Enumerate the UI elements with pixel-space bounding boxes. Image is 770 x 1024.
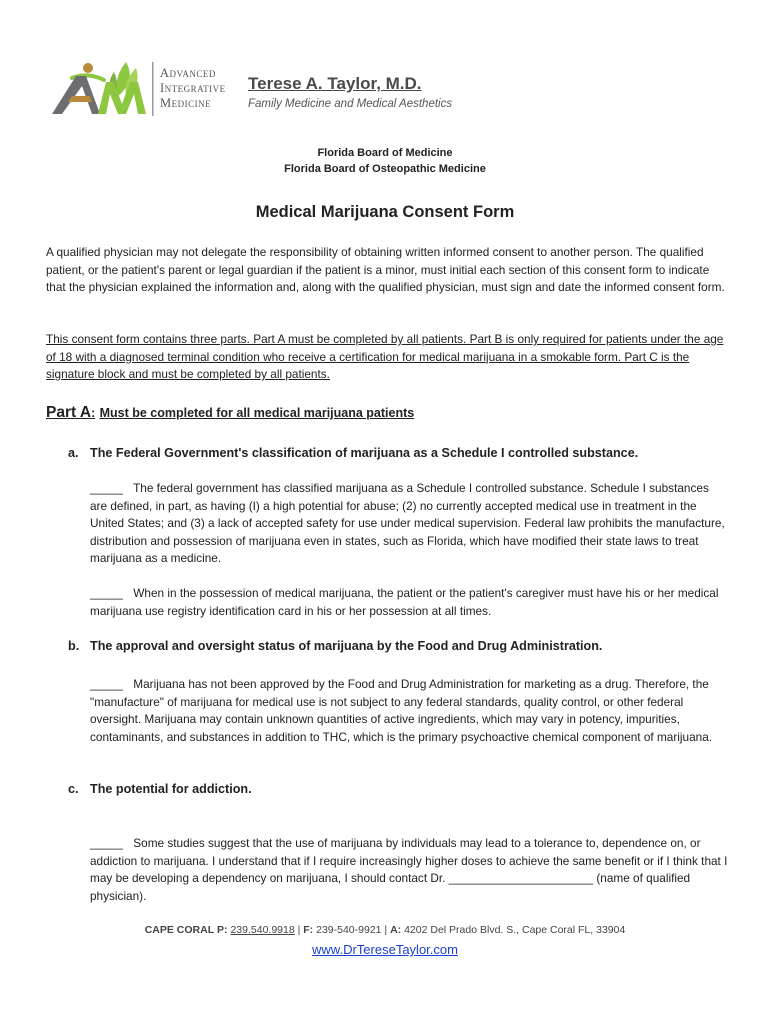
- footer-phone-label: P:: [217, 924, 228, 936]
- logo-line-3: Medicine: [160, 96, 212, 110]
- item-text: The federal government has classified marijuana as a Schedule I controlled substance. Schedule I substances are defined, in part, as having (I) a high potential for abuse; (2) no currently accepted medical use in treatment in the United States; and (3) a lack of accepted safety for use under medical supervision. Federal law prohibits the manufacture, distribution and possession of marijuana even in states, such as Florida, which have modified their state laws to treat marijuana as a medicine.: [90, 481, 725, 566]
- section-a-heading: [68, 446, 638, 460]
- website-link[interactable]: www.DrTereseTaylor.com: [312, 942, 458, 957]
- section-c-letter: c.: [68, 782, 79, 796]
- section-b-title: The approval and oversight status of marijuana by the Food and Drug Administration.: [90, 639, 603, 653]
- initial-blank[interactable]: _____: [90, 836, 123, 850]
- section-a-item-2: [90, 585, 728, 620]
- section-b-heading: [68, 639, 602, 653]
- logo-line-1: Advanced: [160, 66, 216, 80]
- board-line-2: Florida Board of Osteopathic Medicine: [284, 163, 486, 175]
- form-title: Medical Marijuana Consent Form: [255, 203, 515, 221]
- board-line-1: Florida Board of Medicine: [317, 147, 453, 159]
- logo-line-2: Integrative: [160, 81, 226, 95]
- part-a-label: Part A: [46, 404, 92, 421]
- section-a-item-1: [90, 480, 728, 568]
- part-a-colon: :: [91, 406, 96, 420]
- initial-blank[interactable]: _____: [90, 481, 123, 495]
- section-b-item-1: [90, 676, 728, 746]
- footer-address-label: A:: [390, 924, 402, 936]
- aim-logo-mark: [48, 58, 158, 120]
- footer-city: CAPE CORAL: [144, 924, 215, 936]
- intro-paragraph: A qualified physician may not delegate the responsibility of obtaining written informed consent to another person. The qualified patient, or the patient's parent or legal guardian if the patient is a minor, must initial each section of this consent form to indicate that the physician explained the information and, along with the qualified physician, must sign and date the informed consent form.: [46, 245, 725, 295]
- footer-phone-link[interactable]: 239.540.9918: [230, 924, 295, 936]
- section-c-heading: [68, 782, 252, 796]
- part-a-subtitle: Must be completed for all medical marijuana patients: [99, 406, 415, 420]
- section-c-item-1: [90, 835, 728, 905]
- doctor-specialty: Family Medicine and Medical Aesthetics: [248, 98, 453, 110]
- initial-blank[interactable]: _____: [90, 677, 123, 691]
- section-a-title: The Federal Government's classification of marijuana as a Schedule I controlled substance.: [90, 446, 639, 460]
- initial-blank[interactable]: _____: [90, 586, 123, 600]
- footer-fax-label: F:: [303, 924, 314, 936]
- practice-logo: [48, 58, 238, 120]
- footer-address: 4202 Del Prado Blvd. S., Cape Coral FL, 33904: [404, 924, 626, 936]
- parts-note-paragraph: This consent form contains three parts. Part A must be completed by all patients. Part B is only required for patients under the age of 18 with a diagnosed terminal condition who receive a certification for medical marijuana in a smokable form. Part C is the signature block and must be completed by all patients.: [46, 332, 724, 382]
- logo-wordmark: [160, 66, 226, 111]
- part-a-heading: [46, 404, 414, 422]
- footer-contact: [0, 924, 770, 936]
- footer-separator: |: [384, 924, 388, 936]
- item-text: When in the possession of medical marijuana, the patient or the patient's caregiver must have his or her medical marijuana use registry identification card in his or her possession at all times.: [90, 586, 719, 618]
- doctor-name: Terese A. Taylor, M.D.: [248, 74, 422, 93]
- section-b-letter: b.: [68, 639, 80, 653]
- section-c-title: The potential for addiction.: [90, 782, 252, 796]
- section-a-letter: a.: [68, 446, 79, 460]
- item-text: Marijuana has not been approved by the Food and Drug Administration for marketing as a drug. Therefore, the "manufacture" of marijuana for medical use is not subject to any federal standards, quality control, or other federal oversight. Marijuana may contain unknown quantities of active ingredients, which may vary in potency, impurities, contaminants, and substances in addition to THC, which is the primary psychoactive chemical component of marijuana.: [90, 677, 713, 744]
- footer-fax: 239-540-9921: [316, 924, 382, 936]
- item-text: Some studies suggest that the use of marijuana by individuals may lead to a tolerance to, dependence on, or addiction to marijuana. I understand that if I require increasingly higher doses to achieve the same benefit or if I think that I may be developing a dependency on marijuana, I should contact Dr. ______________________ (name of qualified physician).: [90, 836, 728, 903]
- footer-separator: |: [297, 924, 301, 936]
